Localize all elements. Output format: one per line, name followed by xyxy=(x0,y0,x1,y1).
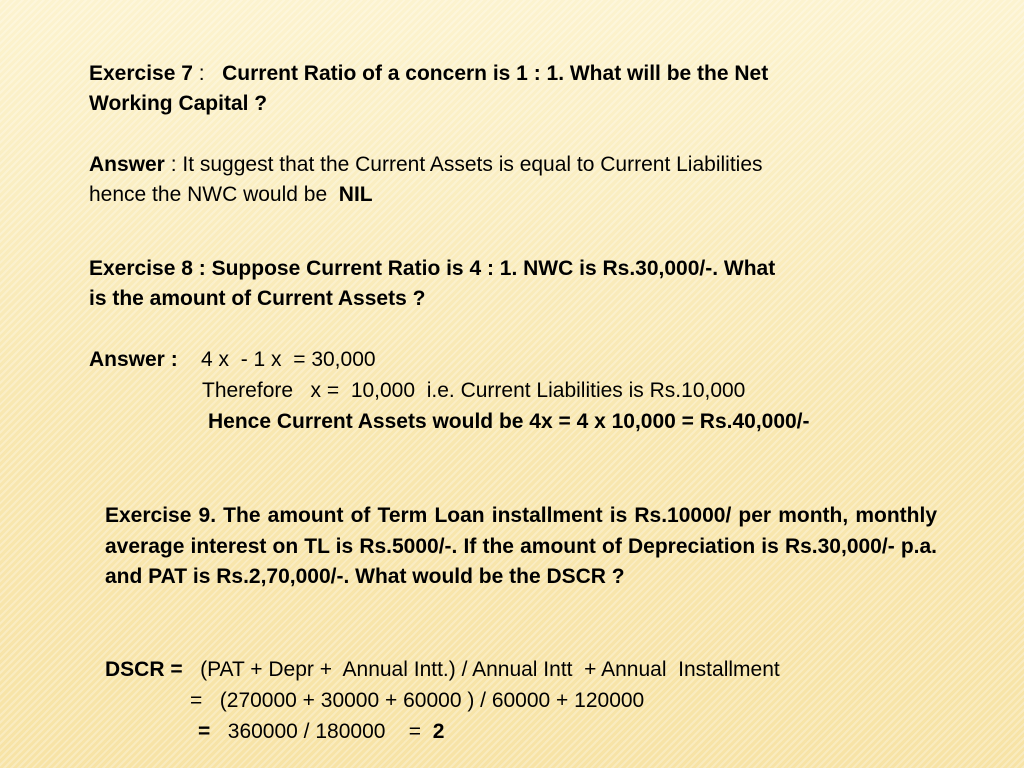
exercise-7-answer-label: Answer xyxy=(89,153,165,176)
exercise-7-question-line-1 xyxy=(89,59,768,89)
exercise-8-answer-line-1 xyxy=(89,345,376,375)
exercise-8-question-line-2: is the amount of Current Assets ? xyxy=(89,287,426,310)
dscr-formula-line-2: = (270000 + 30000 + 60000 ) / 60000 + 120000 xyxy=(190,689,645,712)
exercise-8-question-line-1: Exercise 8 : Suppose Current Ratio is 4 : 1. NWC is Rs.30,000/-. What xyxy=(89,257,776,280)
dscr-formula-line-1 xyxy=(105,655,780,685)
dscr-equals-sign: = xyxy=(198,720,211,743)
exercise-7-colon: : xyxy=(192,62,223,85)
exercise-7-answer-text-2: hence the NWC would be xyxy=(89,183,339,206)
exercise-7-answer-text: : It suggest that the Current Assets is equal to Current Liabilities xyxy=(164,153,763,176)
exercise-7-answer-line-2 xyxy=(89,180,373,210)
exercise-8-answer-line-3: Hence Current Assets would be 4x = 4 x 10,000 = Rs.40,000/- xyxy=(208,410,810,433)
exercise-8-equation: 4 x - 1 x = 30,000 xyxy=(177,348,376,371)
exercise-7-label: Exercise 7 xyxy=(89,62,193,85)
dscr-formula-text: (PAT + Depr + Annual Intt.) / Annual Intt + Annual Installment xyxy=(182,658,780,681)
exercise-8-answer-label: Answer : xyxy=(89,348,178,371)
exercise-8-answer-line-2: Therefore x = 10,000 i.e. Current Liabilities is Rs.10,000 xyxy=(202,379,746,402)
exercise-7-answer-result: NIL xyxy=(338,183,373,206)
dscr-calculation: 360000 / 180000 = xyxy=(210,720,433,743)
exercise-7-question-line-2: Working Capital ? xyxy=(89,92,268,115)
dscr-result: 2 xyxy=(432,720,445,743)
exercise-9-question: Exercise 9. The amount of Term Loan installment is Rs.10000/ per month, monthly average interest on TL is Rs.5000/-. If the amount of Depreciation is Rs.30,000/- p.a. and PAT is Rs.2,70,000/-. What would be the DSCR ? xyxy=(105,504,937,589)
dscr-label: DSCR = xyxy=(105,658,183,681)
exercise-7-answer-line-1 xyxy=(89,150,763,180)
dscr-formula-line-3 xyxy=(198,717,444,747)
exercise-7-question-text: Current Ratio of a concern is 1 : 1. What will be the Net xyxy=(222,62,769,85)
